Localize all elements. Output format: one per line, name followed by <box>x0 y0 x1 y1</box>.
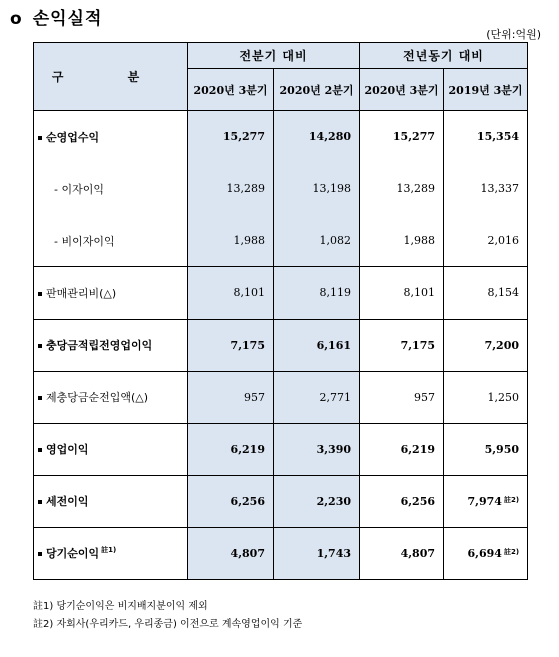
unit-label: (단위:억원) <box>486 28 541 41</box>
table-row <box>34 423 528 475</box>
header-period-4: 2019년 3분기 <box>444 69 528 111</box>
row-value: 2,771 <box>274 371 360 423</box>
row-value: 13,198 <box>274 163 360 215</box>
row-value: 13,337 <box>444 163 528 215</box>
row-value: 2,230 <box>274 475 360 527</box>
row-value: 4,807 <box>360 527 444 579</box>
row-value: 6,694 $^{註2)}$ <box>444 527 528 579</box>
row-value: 7,974 $^{註2)}$ <box>444 475 528 527</box>
row-label: 제충당금순전입액(△) <box>34 371 188 423</box>
row-value: 1,082 <box>274 215 360 267</box>
row-value: 8,119 <box>274 267 360 319</box>
bullet-icon <box>38 396 42 400</box>
row-value: 8,101 <box>188 267 274 319</box>
row-label: 당기순이익 $^{註1)}$ <box>34 527 188 579</box>
table-row <box>34 319 528 371</box>
table-row <box>34 371 528 423</box>
row-label: 충당금적립전영업이익 <box>34 319 188 371</box>
footnote-marker: 註2) <box>503 495 520 504</box>
row-value: 7,175 <box>188 319 274 371</box>
row-value: 4,807 <box>188 527 274 579</box>
row-value: 957 <box>188 371 274 423</box>
row-value: 15,354 <box>444 111 528 163</box>
header-gubun: 구 분 <box>34 43 188 111</box>
header-period-1: 2020년 3분기 <box>188 69 274 111</box>
table-row <box>34 267 528 319</box>
row-label: - 비이자이익 <box>34 215 188 267</box>
row-label: 세전이익 <box>34 475 188 527</box>
row-value: 15,277 <box>360 111 444 163</box>
bullet-icon <box>38 344 42 348</box>
row-value: 14,280 <box>274 111 360 163</box>
row-value: 15,277 <box>188 111 274 163</box>
section-title <box>10 4 102 29</box>
header-qoq: 전분기 대비 <box>188 43 360 69</box>
bullet-icon <box>38 292 42 296</box>
footnote-marker: 註2) <box>503 547 520 556</box>
bullet-icon <box>38 136 42 140</box>
row-value: 8,101 <box>360 267 444 319</box>
row-value: 1,988 <box>360 215 444 267</box>
table-row <box>34 111 528 163</box>
header-period-3: 2020년 3분기 <box>360 69 444 111</box>
row-value: 8,154 <box>444 267 528 319</box>
bullet-icon <box>38 448 42 452</box>
row-value: 7,200 <box>444 319 528 371</box>
header-yoy: 전년동기 대비 <box>360 43 528 69</box>
table-row <box>34 475 528 527</box>
table-row <box>34 163 528 215</box>
row-value: 6,256 <box>188 475 274 527</box>
row-value: 13,289 <box>360 163 444 215</box>
row-value: 13,289 <box>188 163 274 215</box>
footnote-1: 註1) 당기순이익은 비지배지분이익 제외 <box>33 601 208 612</box>
row-label: 판매관리비(△) <box>34 267 188 319</box>
row-label: - 이자이익 <box>34 163 188 215</box>
footnote-marker: 註1) <box>101 546 117 555</box>
row-value: 1,250 <box>444 371 528 423</box>
footnote-2: 註2) 자회사(우리카드, 우리종금) 이전으로 계속영업이익 기준 <box>33 619 303 630</box>
row-value: 6,219 <box>360 423 444 475</box>
row-value: 6,219 <box>188 423 274 475</box>
section-title-text: 손익실적 <box>32 9 103 29</box>
table-row <box>34 527 528 579</box>
row-value: 2,016 <box>444 215 528 267</box>
table-row <box>34 215 528 267</box>
bullet-icon <box>38 552 42 556</box>
row-value: 1,988 <box>188 215 274 267</box>
income-table <box>33 42 528 580</box>
row-value: 7,175 <box>360 319 444 371</box>
row-value: 1,743 <box>274 527 360 579</box>
footnotes <box>33 598 302 634</box>
bullet-icon <box>38 500 42 504</box>
row-value: 6,256 <box>360 475 444 527</box>
row-value: 3,390 <box>274 423 360 475</box>
row-value: 5,950 <box>444 423 528 475</box>
title-marker: o <box>10 9 23 29</box>
row-value: 957 <box>360 371 444 423</box>
header-period-2: 2020년 2분기 <box>274 69 360 111</box>
row-label: 순영업수익 <box>34 111 188 163</box>
row-label: 영업이익 <box>34 423 188 475</box>
row-value: 6,161 <box>274 319 360 371</box>
